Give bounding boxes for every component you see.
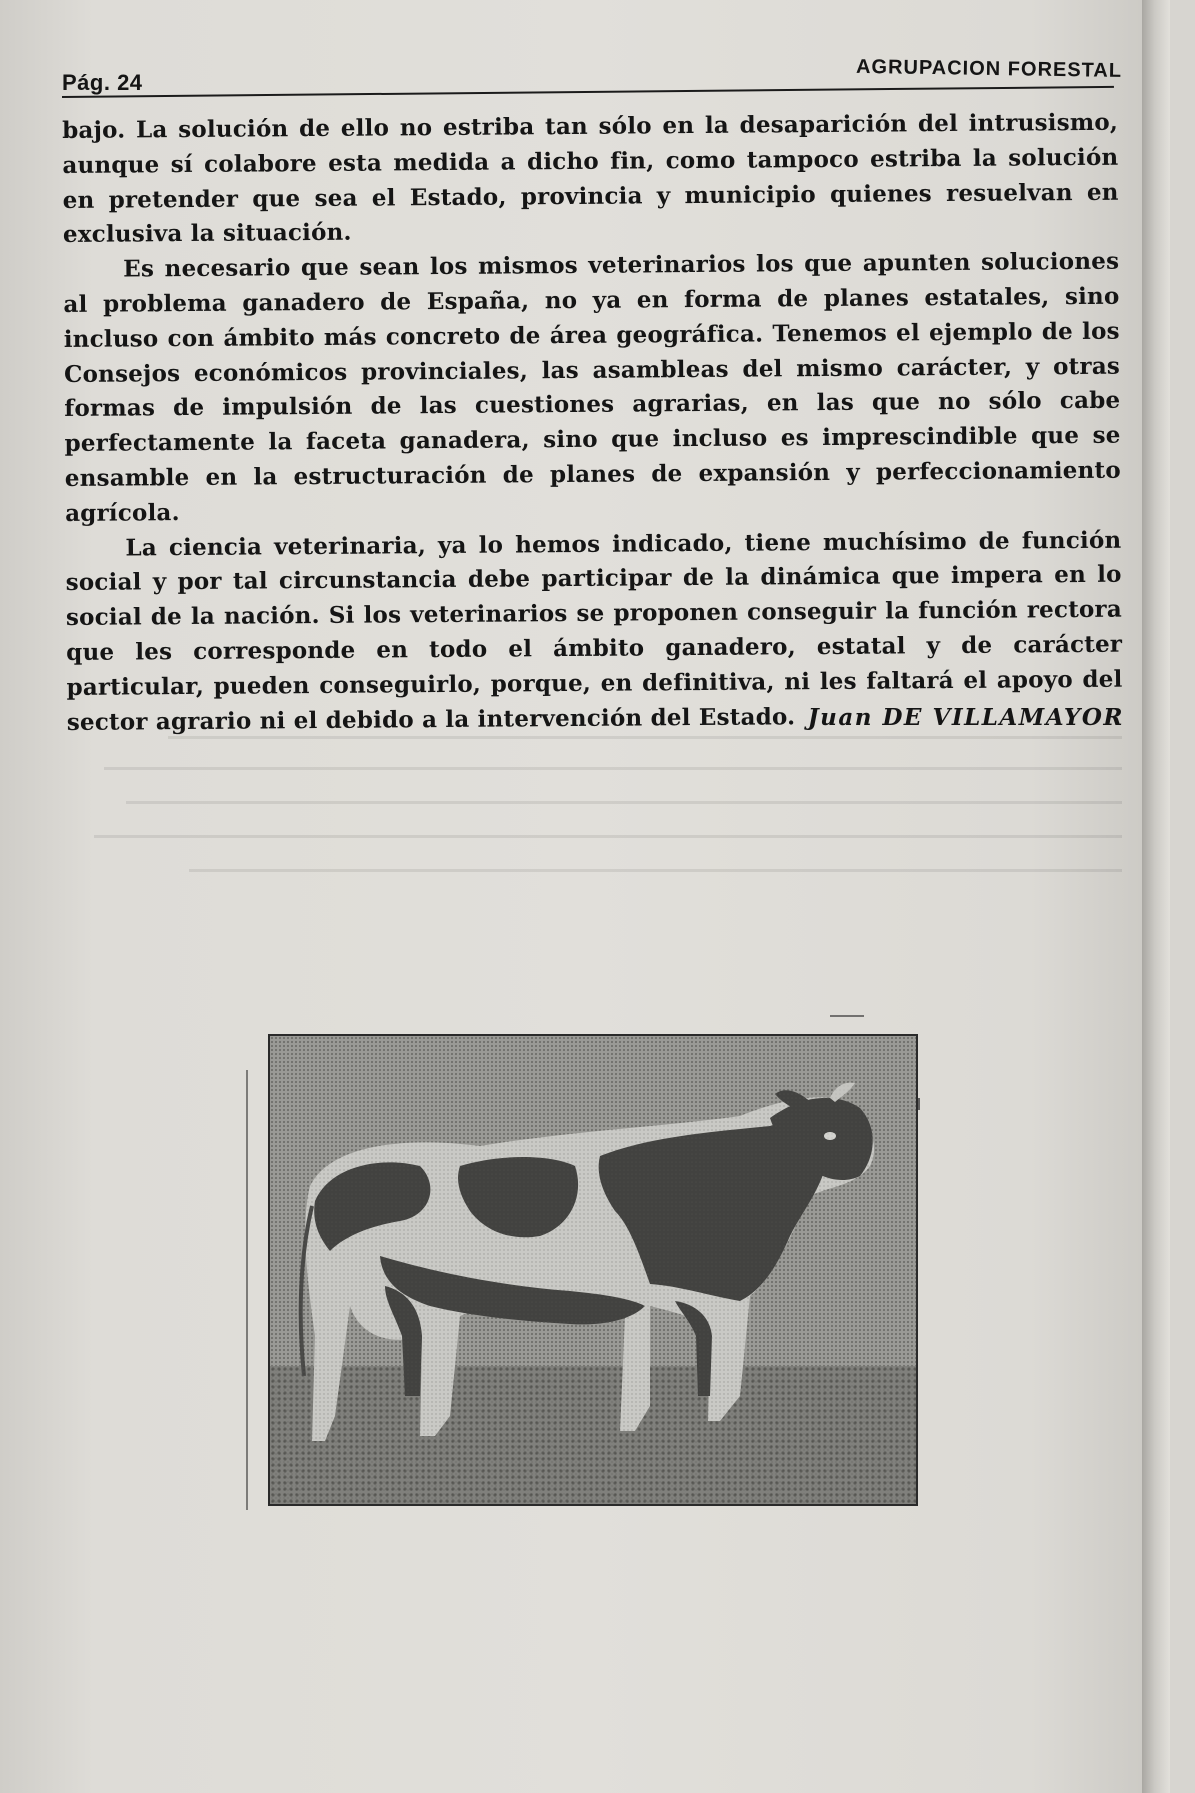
page-edge-shadow	[1142, 0, 1170, 1793]
scan-mark-top	[830, 1015, 864, 1017]
paragraph-2: Es necesario que sean los mismos veterinarios los que apunten soluciones al problema ganadero de España, no ya en forma de planes estatales, sino incluso con ámbito más concreto de área geográfica. Tenemos el ejemplo de los Consejos económicos provinciales, las asambleas del mismo carácter, y otras formas de impulsión de las cuestiones agrarias, en las que no sólo cabe perfectamente la faceta ganadera, sino que incluso es imprescindible que se ensamble en la estructuración de planes de expansión y perfeccionamiento agrícola.	[63, 247, 1121, 527]
scan-mark-left	[246, 1070, 248, 1510]
paragraph-1: bajo. La solución de ello no estriba tan sólo en la desaparición del intrusismo, aunque sí colabore esta medida a dicho fin, como tampoco estriba la solución en pretender que sea el Estado, provincia y municipio quienes resuelvan en exclusiva la situación.	[62, 108, 1119, 249]
cow-photo-illustration	[270, 1036, 916, 1504]
journal-name: AGRUPACION FORESTAL	[855, 55, 1123, 82]
author-signature: Juan DE VILLAMAYOR	[807, 704, 1124, 731]
cow-photograph	[268, 1034, 918, 1506]
page-number: Pág. 24	[62, 70, 143, 95]
paragraph-3: La ciencia veterinaria, ya lo hemos indicado, tiene muchísimo de función social y por tal circunstancia debe participar de la dinámica que impera en lo social de la nación. Si los veterinarios se proponen conseguir la función rectora que les corresponde en todo el ámbito ganadero, estatal y de carácter particular, pueden conseguirlo, porque, en definitiva, ni les faltará el apoyo del sector agrario ni el debido a la intervención del Estado.	[65, 526, 1123, 736]
article-body	[62, 106, 1123, 741]
